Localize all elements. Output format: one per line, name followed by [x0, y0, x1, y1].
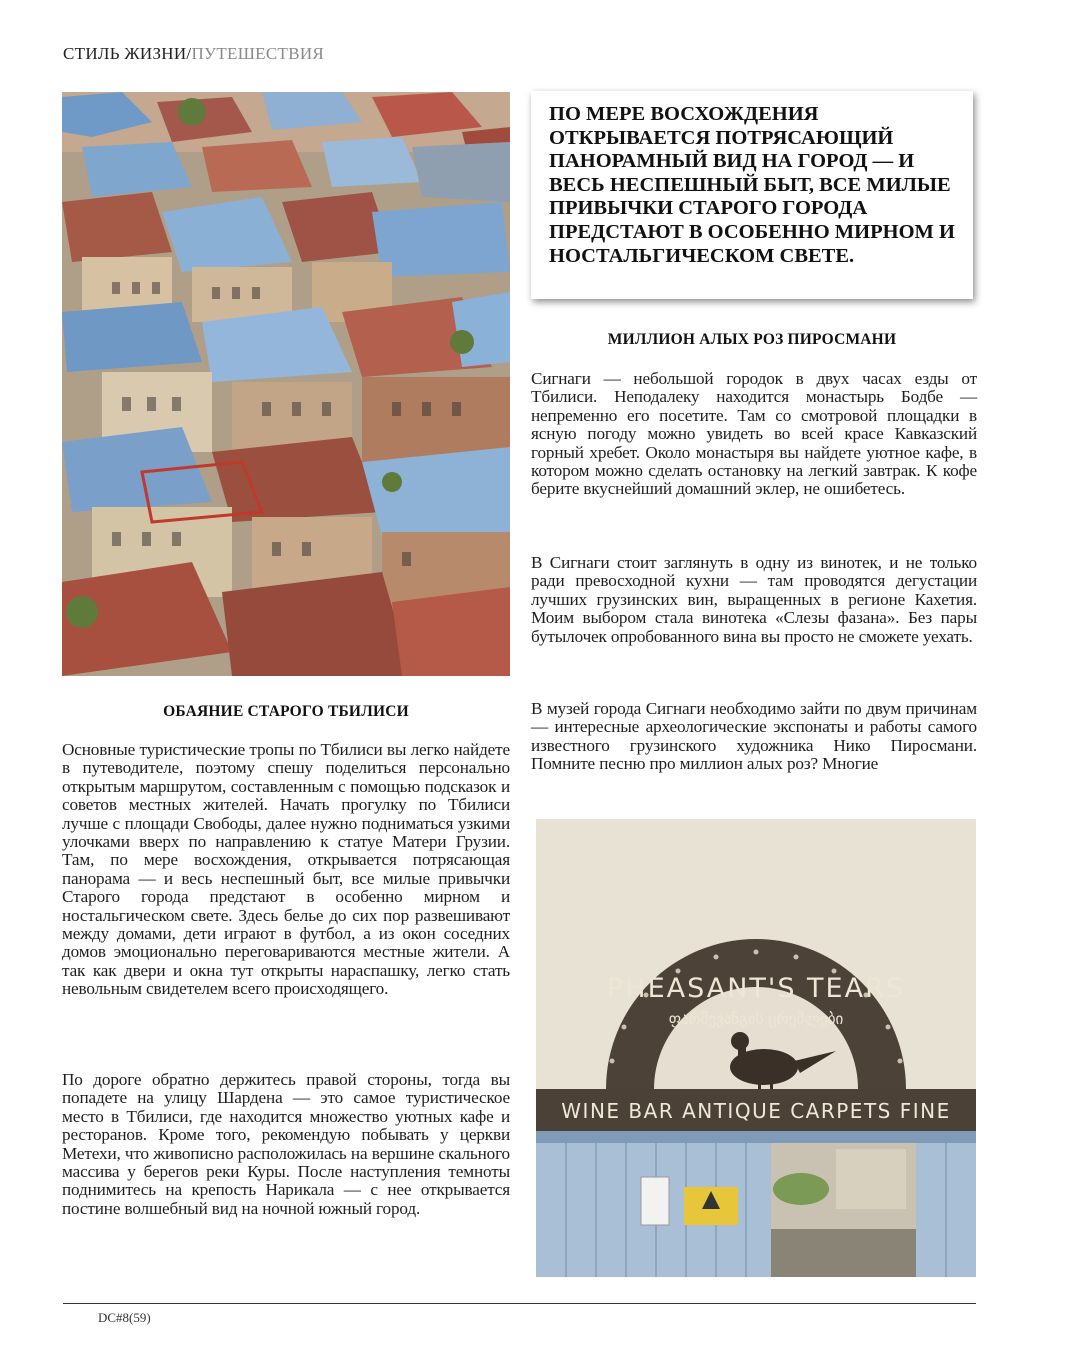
pull-quote: ПО МЕРЕ ВОСХОЖДЕНИЯ ОТКРЫВАЕТСЯ ПОТРЯСАЮЩИЙ ПАНОРАМНЫЙ ВИД НА ГОРОД — И ВЕСЬ НЕСПЕШНЫЙ БЫТ, ВСЕ МИЛЫЕ ПРИВЫЧКИ СТАРОГО ГОРОДА ПРЕДСТАЮТ В ОСОБЕННО МИРНОМ И НОСТАЛЬГИЧЕСКОМ СВЕТЕ. — [531, 91, 973, 299]
old-tbilisi-rooftops-photo — [62, 92, 510, 676]
right-article-paragraph: В музей города Сигнаги необходимо зайти по двум причинам — интересные археологические экспонаты и работы самого известного грузинского художника Нико Пиросмани. Помните песню про миллион алых роз? Многие — [531, 699, 977, 774]
courtyard — [771, 1143, 916, 1277]
sign-georgian-text: ფარშევანგის ცრემლები — [668, 1010, 844, 1028]
right-article-heading: МИЛЛИОН АЛЫХ РОЗ ПИРОСМАНИ — [607, 331, 897, 348]
sign-name-text: PHEASANT'S TEARS — [607, 973, 905, 1004]
right-article-paragraph: В Сигнаги стоит заглянуть в одну из винотек, и не только ради превосходной кухни — там проводятся дегустации лучших грузинских вин, выращенных в регионе Кахетия. Моим выбором стала винотека «Слезы фазана». Без пары бутылочек опробованного вина вы просто не сможете уехать. — [531, 553, 977, 646]
sign-band-text: WINE BAR ANTIQUE CARPETS FINE — [561, 1099, 951, 1123]
page-number: DC#8(59) — [98, 1310, 151, 1325]
rooftops-near — [62, 427, 510, 676]
left-article-paragraph: Основные туристические тропы по Тбилиси вы легко найдете в путеводителе, поэтому спешу поделиться персонально открытым маршрутом, составленным с помощью подсказок и советов местных жителей. Начать прогулку по Тбилиси лучше с площади Свободы, далее нужно подниматься узкими улочками вверх по направлению к статуе Матери Грузии. Там, по мере восхождения, открывается потрясающая панорама — и весь неспешный быт, все милые привычки Старого города предстают в особенно мирном и ностальгическом свете. Здесь белье до сих пор развешивают между домами, дети играют в футбол, а из окон соседних домов эмоционально переговариваются местные жители. А так как двери и окна тут открыты нараспашку, легко стать невольным свидетелем всего происходящего. — [62, 740, 510, 999]
section-title: СТИЛЬ ЖИЗНИ/ — [63, 44, 192, 63]
right-article-paragraph: Сигнаги — небольшой городок в двух часах езды от Тбилиси. Неподалеку находится монастырь Бодбе — непременно его посетите. Там со смотровой площадки в ясную погоду можно увидеть во всей красе Кавказский горный хребет. Около монастыря вы найдете уютное кафе, в котором можно сделать остановку на легкий завтрак. К кофе берите вкуснейший домашний эклер, не ошибетесь. — [531, 369, 977, 499]
section-header — [63, 44, 324, 64]
rooftops-far — [62, 92, 510, 202]
left-article-heading: ОБАЯНИЕ СТАРОГО ТБИЛИСИ — [163, 703, 409, 720]
left-article-paragraph: По дороге обратно держитесь правой стороны, тогда вы попадете на улицу Шардена — это самое туристическое место в Тбилиси, где находится множество уютных кафе и ресторанов. Кроме того, рекомендую побывать у церкви Метехи, что живописно расположилась на вершине скального массива у берегов реки Куры. После наступления темноты поднимитесь на крепость Нарикала — с нее открывается постине волшебный вид на ночной южный город. — [62, 1070, 510, 1218]
footer-rule — [63, 1303, 976, 1304]
section-subtitle: ПУТЕШЕСТВИЯ — [191, 44, 325, 63]
pheasants-tears-sign-photo — [536, 819, 976, 1277]
notice-paper — [641, 1177, 669, 1225]
